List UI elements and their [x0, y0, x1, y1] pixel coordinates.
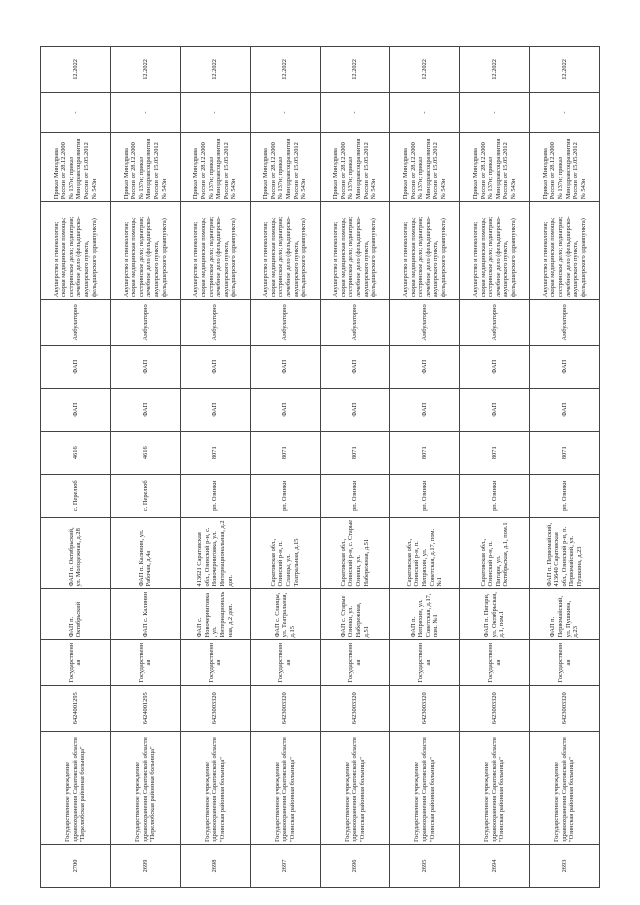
- cell-address: Саратовская обл., Озинский р-н, с. Старые Озинки, ул. Набережная, д.51: [320, 517, 390, 589]
- cell-dash: -: [320, 92, 390, 132]
- cell-profile: Акушерство и гинекология; скорая медицинская помощь; сестринское дело; педиатрия; лечебное дело (фельдшерско-акушерского пункта, фельдшерского здравпункта): [390, 202, 460, 300]
- cell-type2: ФАП: [180, 345, 250, 388]
- cell-id: 2699: [110, 844, 180, 887]
- cell-code: 8071: [390, 431, 460, 474]
- cell-type1: ФАП: [530, 388, 600, 431]
- cell-address: Саратовская обл., Озинский р-н, п. Пигари, ул. Октябрьская, д.1, пом.1: [460, 517, 530, 589]
- cell-org-name: Государственное учреждение здравоохранения Саратовской области "Озинская районная больница": [460, 731, 530, 844]
- cell-type1: ФАП: [41, 388, 111, 431]
- cell-id: 2700: [41, 844, 111, 887]
- cell-dash: -: [390, 92, 460, 132]
- cell-facility-name: ФАП п. Пигари, ул. Октябрьская, д.1, пом.1: [460, 589, 530, 640]
- cell-dash: -: [250, 92, 320, 132]
- cell-locality: с. Перелюб: [41, 474, 111, 517]
- cell-type2: ФАП: [320, 345, 390, 388]
- cell-ownership: Государственная: [390, 640, 460, 686]
- record-row: [390, 47, 460, 888]
- cell-profile: Акушерство и гинекология; скорая медицинская помощь; сестринское дело; педиатрия; лечебное дело (фельдшерско-акушерского пункта, фельдшерского здравпункта): [460, 202, 530, 300]
- cell-address: Саратовская обл., Озинский р-н, п. Сланцы, ул. Театральная, д.15: [250, 517, 320, 589]
- record-row: [460, 47, 530, 888]
- cell-code: 8071: [530, 431, 600, 474]
- cell-order: Приказ Минздрава России от 28.12.2000 № 137н; приказ Минздравсоцразвития России от 15.05.2012 № 543н: [320, 133, 390, 202]
- cell-code: 8071: [250, 431, 320, 474]
- cell-date: 12.2022: [110, 47, 180, 93]
- cell-code: 8071: [460, 431, 530, 474]
- cell-ownership: Государственная: [320, 640, 390, 686]
- cell-dash: -: [110, 92, 180, 132]
- cell-order: Приказ Минздрава России от 28.12.2000 № 137н; приказ Минздравсоцразвития России от 15.05.2012 № 543н: [460, 133, 530, 202]
- cell-type1: ФАП: [250, 388, 320, 431]
- record-row: [530, 47, 600, 888]
- cell-org-name: Государственное учреждение здравоохранения Саратовской области "Озинская районная больница": [390, 731, 460, 844]
- cell-type2: ФАП: [390, 345, 460, 388]
- cell-inn: 6423003320: [320, 685, 390, 731]
- cell-order: Приказ Минздрава России от 28.12.2000 № 137н; приказ Минздравсоцразвития России от 15.05.2012 № 543н: [41, 133, 111, 202]
- cell-facility-name: ФАП с. Новочерниговка, ул. Интернациональная, д.2 доп.: [180, 589, 250, 640]
- cell-type1: ФАП: [390, 388, 460, 431]
- cell-type1: ФАП: [180, 388, 250, 431]
- cell-type2: ФАП: [530, 345, 600, 388]
- cell-address: ФАП п. Первомайский, 413640 Саратовская обл., Озинский р-н, п. Первомайский, ул. Пушкина, д.23: [530, 517, 600, 589]
- cell-ownership: Государственная: [110, 640, 180, 686]
- cell-type1: ФАП: [110, 388, 180, 431]
- cell-type2: ФАП: [41, 345, 111, 388]
- cell-org-name: Государственное учреждение здравоохранения Саратовской области "Озинская районная больница": [320, 731, 390, 844]
- rotated-table-container: [40, 46, 600, 888]
- cell-org-name: Государственное учреждение здравоохранения Саратовской области "Озинская районная больница": [530, 731, 600, 844]
- cell-org-name: Государственное учреждение здравоохранения Саратовской области "Перелюбская районная больница": [110, 731, 180, 844]
- cell-care-form: Амбулаторно: [250, 300, 320, 346]
- cell-address: 413621 Саратовская обл., Озинский р-н, с. Новочерниговка, ул. Интернациональная, д.2 доп.: [180, 517, 250, 589]
- cell-ownership: Государственная: [250, 640, 320, 686]
- cell-date: 12.2022: [530, 47, 600, 93]
- cell-type1: ФАП: [320, 388, 390, 431]
- cell-locality: рп. Озинки: [180, 474, 250, 517]
- cell-ownership: Государственная: [180, 640, 250, 686]
- cell-locality: рп. Озинки: [390, 474, 460, 517]
- cell-ownership: Государственная: [530, 640, 600, 686]
- cell-date: 12.2022: [250, 47, 320, 93]
- cell-facility-name: ФАП п. Первомайский, ул. Пушкина, д.23: [530, 589, 600, 640]
- record-row: [41, 47, 111, 888]
- record-row: [320, 47, 390, 888]
- cell-type1: ФАП: [460, 388, 530, 431]
- cell-care-form: Амбулаторно: [390, 300, 460, 346]
- cell-inn: 6424001295: [110, 685, 180, 731]
- cell-care-form: Амбулаторно: [320, 300, 390, 346]
- cell-date: 12.2022: [460, 47, 530, 93]
- cell-date: 12.2022: [320, 47, 390, 93]
- cell-facility-name: ФАП п. Октябрьский: [41, 589, 111, 640]
- cell-facility-name: ФАП с. Калинин: [110, 589, 180, 640]
- cell-org-name: Государственное учреждение здравоохранения Саратовской области "Перелюбская районная больница": [41, 731, 111, 844]
- cell-date: 12.2022: [390, 47, 460, 93]
- cell-ownership: Государственная: [41, 640, 111, 686]
- cell-facility-name: ФАП с. Старые Озинки, ул. Набережная, д.51: [320, 589, 390, 640]
- cell-type2: ФАП: [250, 345, 320, 388]
- record-row: [180, 47, 250, 888]
- cell-locality: с. Перелюб: [110, 474, 180, 517]
- cell-dash: -: [530, 92, 600, 132]
- cell-profile: Акушерство и гинекология; скорая медицинская помощь; сестринское дело; педиатрия; лечебное дело (фельдшерско-акушерского пункта, фельдшерского здравпункта): [110, 202, 180, 300]
- cell-inn: 6423003320: [250, 685, 320, 731]
- cell-profile: Акушерство и гинекология; скорая медицинская помощь; сестринское дело; педиатрия; лечебное дело (фельдшерско-акушерского пункта, фельдшерского здравпункта): [41, 202, 111, 300]
- cell-order: Приказ Минздрава России от 28.12.2000 № 137н; приказ Минздравсоцразвития России от 15.05.2012 № 543н: [250, 133, 320, 202]
- cell-id: 2697: [250, 844, 320, 887]
- cell-locality: рп. Озинки: [320, 474, 390, 517]
- cell-locality: рп. Озинки: [460, 474, 530, 517]
- cell-id: 2695: [390, 844, 460, 887]
- cell-care-form: Амбулаторно: [460, 300, 530, 346]
- cell-id: 2693: [530, 844, 600, 887]
- cell-inn: 6423003320: [530, 685, 600, 731]
- cell-code: 8071: [180, 431, 250, 474]
- cell-order: Приказ Минздрава России от 28.12.2000 № 137н; приказ Минздравсоцразвития России от 15.05.2012 № 543н: [390, 133, 460, 202]
- cell-id: 2694: [460, 844, 530, 887]
- cell-locality: рп. Озинки: [250, 474, 320, 517]
- cell-address: ФАП п. Калинин, ул. Рабочая, д.4а: [110, 517, 180, 589]
- cell-care-form: Амбулаторно: [41, 300, 111, 346]
- cell-facility-name: ФАП п. Непряхин, ул. Советская, д.17, пом. №1: [390, 589, 460, 640]
- cell-dash: -: [460, 92, 530, 132]
- cell-order: Приказ Минздрава России от 28.12.2000 № 137н; приказ Минздравсоцразвития России от 15.05.2012 № 543н: [110, 133, 180, 202]
- record-row: [110, 47, 180, 888]
- cell-date: 12.2022: [180, 47, 250, 93]
- cell-order: Приказ Минздрава России от 28.12.2000 № 137н; приказ Минздравсоцразвития России от 15.05.2012 № 543н: [180, 133, 250, 202]
- cell-address: ФАП п. Октябрьский, ул. Молодежная, д.28: [41, 517, 111, 589]
- cell-inn: 6423003320: [180, 685, 250, 731]
- cell-type2: ФАП: [460, 345, 530, 388]
- cell-profile: Акушерство и гинекология; скорая медицинская помощь; сестринское дело; педиатрия; лечебное дело (фельдшерско-акушерского пункта, фельдшерского здравпункта): [320, 202, 390, 300]
- cell-care-form: Амбулаторно: [180, 300, 250, 346]
- cell-org-name: Государственное учреждение здравоохранения Саратовской области "Озинская районная больница": [180, 731, 250, 844]
- cell-care-form: Амбулаторно: [110, 300, 180, 346]
- cell-dash: -: [180, 92, 250, 132]
- cell-locality: рп. Озинки: [530, 474, 600, 517]
- cell-code: 4616: [41, 431, 111, 474]
- cell-code: 8071: [320, 431, 390, 474]
- cell-dash: -: [41, 92, 111, 132]
- registry-table: [40, 46, 600, 888]
- cell-facility-name: ФАП с. Сланцы, ул. Театральная, д.15: [250, 589, 320, 640]
- cell-code: 4616: [110, 431, 180, 474]
- cell-profile: Акушерство и гинекология; скорая медицинская помощь; сестринское дело; педиатрия; лечебное дело (фельдшерско-акушерского пункта, фельдшерского здравпункта): [250, 202, 320, 300]
- record-row: [250, 47, 320, 888]
- cell-id: 2698: [180, 844, 250, 887]
- cell-ownership: Государственная: [460, 640, 530, 686]
- cell-id: 2696: [320, 844, 390, 887]
- cell-inn: 6423003320: [460, 685, 530, 731]
- cell-order: Приказ Минздрава России от 28.12.2000 № 137н; приказ Минздравсоцразвития России от 15.05.2012 № 543н: [530, 133, 600, 202]
- cell-profile: Акушерство и гинекология; скорая медицинская помощь; сестринское дело; педиатрия; лечебное дело (фельдшерско-акушерского пункта, фельдшерского здравпункта): [180, 202, 250, 300]
- cell-org-name: Государственное учреждение здравоохранения Саратовской области "Озинская районная больница": [250, 731, 320, 844]
- cell-address: Саратовская обл., Озинский р-н, п. Непряхин, ул. Советская, д.17, пом. №1: [390, 517, 460, 589]
- registry-table-body: [41, 47, 600, 888]
- cell-inn: 6424001295: [41, 685, 111, 731]
- cell-inn: 6423003320: [390, 685, 460, 731]
- cell-type2: ФАП: [110, 345, 180, 388]
- cell-care-form: Амбулаторно: [530, 300, 600, 346]
- cell-profile: Акушерство и гинекология; скорая медицинская помощь; сестринское дело; педиатрия; лечебное дело (фельдшерско-акушерского пункта, фельдшерского здравпункта): [530, 202, 600, 300]
- cell-date: 12.2022: [41, 47, 111, 93]
